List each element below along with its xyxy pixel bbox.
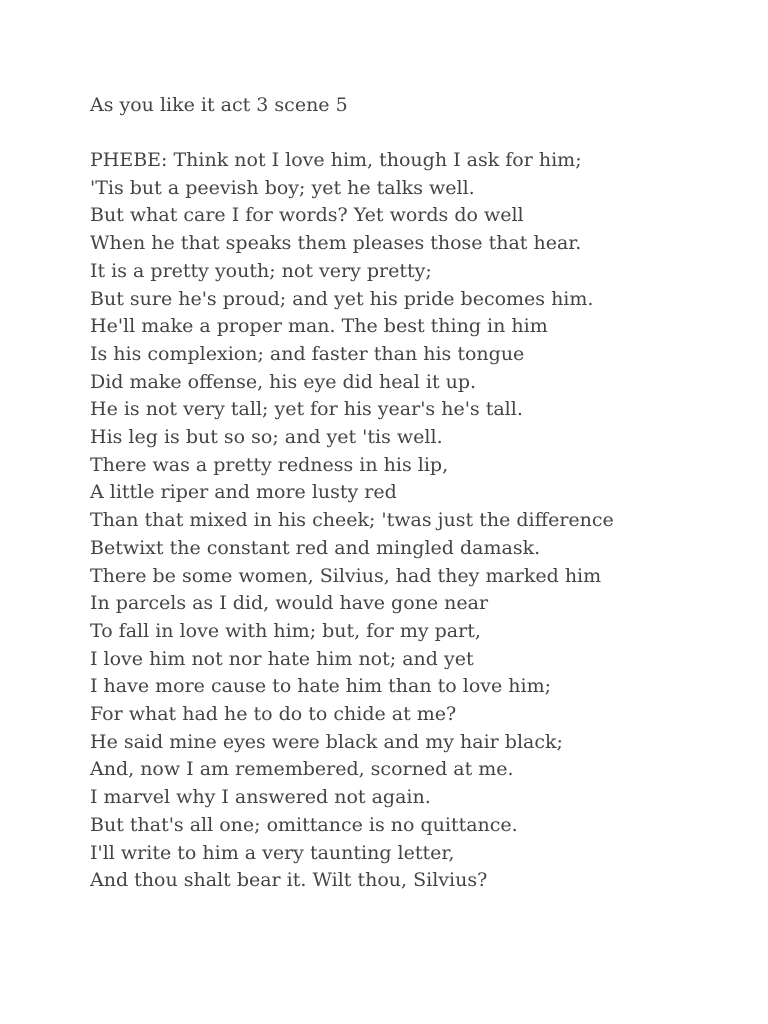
poem-line: I love him not nor hate him not; and yet [90, 647, 474, 670]
poem-line: I'll write to him a very taunting letter, [90, 841, 455, 864]
poem-line: For what had he to do to chide at me? [90, 703, 457, 726]
poem-line: And, now I am remembered, scorned at me. [90, 758, 514, 781]
poem-line: 'Tis but a peevish boy; yet he talks well. [90, 176, 475, 199]
document-title: As you like it act 3 scene 5 [90, 94, 348, 116]
poem-line: I have more cause to hate him than to love him; [90, 675, 552, 698]
poem-line: Did make offense, his eye did heal it up. [90, 370, 477, 393]
poem-line: And thou shalt bear it. Wilt thou, Silvius? [90, 869, 488, 892]
poem-line: Betwixt the constant red and mingled damask. [90, 536, 541, 559]
poem-line: When he that speaks them pleases those that hear. [90, 232, 582, 255]
poem-line: PHEBE: Think not I love him, though I ask for him; [90, 149, 582, 171]
poem-line: Is his complexion; and faster than his tongue [90, 342, 525, 365]
poem-line: But that's all one; omittance is no quittance. [90, 813, 518, 836]
poem-line: There be some women, Silvius, had they marked him [90, 564, 602, 587]
poem-line: He'll make a proper man. The best thing in him [90, 315, 548, 338]
poem-line: He is not very tall; yet for his year's he's tall. [90, 398, 523, 421]
poem-line: He said mine eyes were black and my hair black; [90, 730, 563, 753]
poem-line: To fall in love with him; but, for my part, [90, 619, 481, 642]
poem-line: Than that mixed in his cheek; 'twas just the difference [90, 509, 614, 532]
poem-line: A little riper and more lusty red [90, 481, 397, 504]
poem-line: I marvel why I answered not again. [90, 786, 431, 809]
poem-line: But what care I for words? Yet words do well [90, 204, 524, 227]
poem-text [90, 147, 614, 895]
poem-line: There was a pretty redness in his lip, [90, 453, 449, 476]
poem-line: It is a pretty youth; not very pretty; [90, 259, 432, 282]
poem-line: But sure he's proud; and yet his pride becomes him. [90, 287, 594, 310]
poem-line: His leg is but so so; and yet 'tis well. [90, 426, 443, 449]
poem-line: In parcels as I did, would have gone near [90, 592, 489, 615]
